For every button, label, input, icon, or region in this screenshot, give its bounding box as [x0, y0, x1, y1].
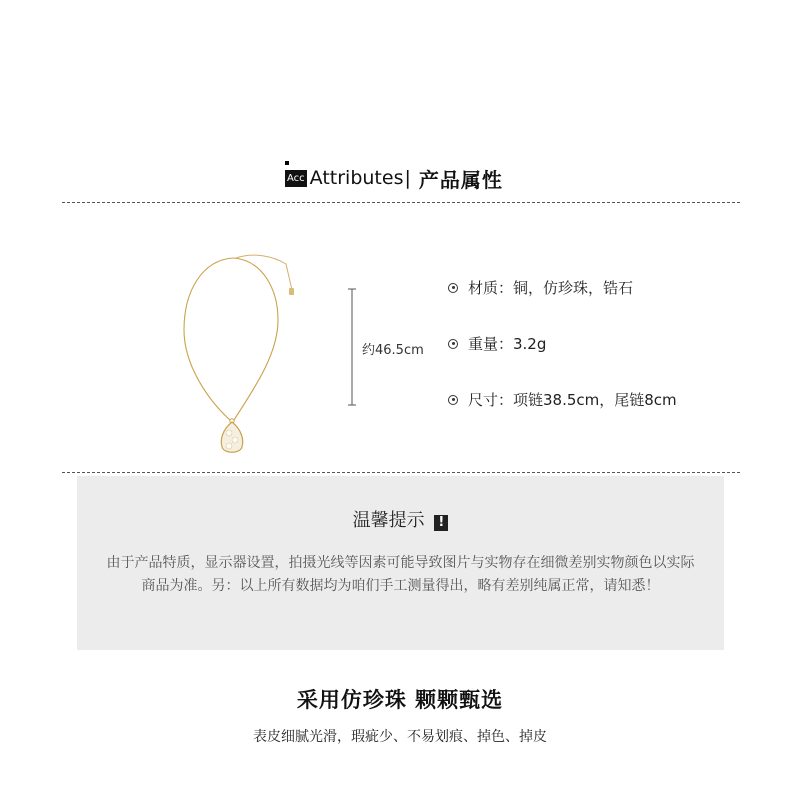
acc-badge: Acc — [285, 170, 307, 187]
header-separator: | — [404, 167, 411, 189]
spec-weight — [448, 333, 546, 354]
feature-tagline: 采用仿珍珠 颗颗甄选 — [296, 688, 504, 712]
circle-bullet-icon — [448, 339, 458, 349]
necklace-image — [178, 250, 308, 460]
notice-panel — [77, 476, 724, 650]
header-title-cn: 产品属性 — [418, 167, 503, 192]
spec-material-text: 材质：铜，仿珍珠，锆石 — [468, 279, 634, 297]
exclamation-icon: ! — [434, 515, 448, 531]
spec-size — [448, 389, 677, 410]
circle-bullet-icon — [448, 283, 458, 293]
length-measure-label: 约46.5cm — [362, 343, 424, 358]
notice-title: 温馨提示 — [352, 510, 425, 531]
notice-body: 由于产品特质，显示器设置，拍摄光线等因素可能导致图片与实物存在细微差别实物颜色以实际商品为准。另：以上所有数据均为咱们手工测量得出，略有差别纯属正常，请知悉！ — [106, 555, 695, 594]
spec-size-text: 尺寸：项链38.5cm，尾链8cm — [468, 391, 677, 409]
notice-title-row — [77, 506, 724, 532]
spec-weight-text: 重量：3.2g — [468, 335, 547, 353]
divider-bottom — [62, 472, 740, 473]
feature-subline: 表皮细腻光滑，瑕疵少、不易划痕、掉色、掉皮 — [253, 729, 547, 745]
divider-top — [62, 202, 740, 203]
circle-bullet-icon — [448, 395, 458, 405]
header-title-en: Attributes — [309, 167, 404, 189]
attributes-header — [0, 160, 800, 196]
spec-material — [448, 277, 633, 298]
length-measure-bracket — [345, 288, 359, 406]
